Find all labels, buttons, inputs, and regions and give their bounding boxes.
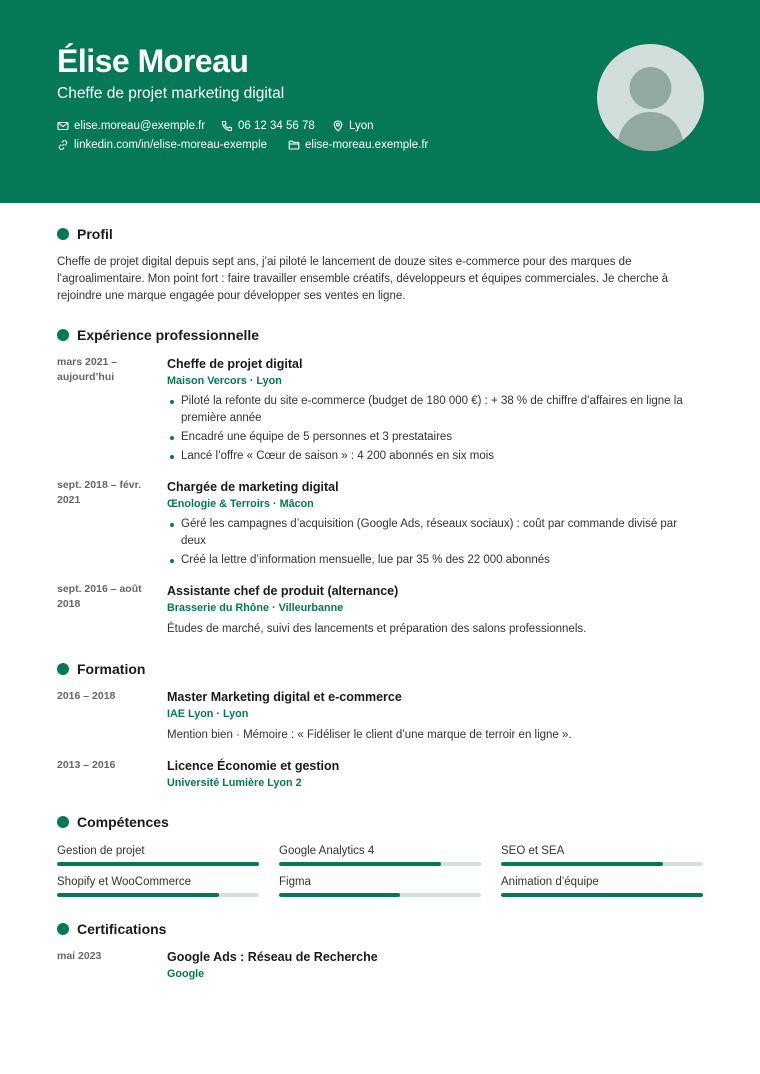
skill-label: Figma — [279, 876, 311, 888]
section-bullet-icon — [57, 329, 69, 341]
skill-level-fill — [57, 862, 259, 866]
skill-item — [279, 875, 481, 897]
skill-level-bar — [501, 862, 703, 866]
folder-icon — [288, 139, 300, 151]
skill-level-fill — [279, 862, 441, 866]
education-date: 2013 – 2016 — [57, 759, 116, 771]
phone-icon — [221, 120, 233, 132]
education-degree: Master Marketing digital et e-commerce — [167, 690, 402, 704]
section-bullet-icon — [57, 228, 69, 240]
list-item: Lancé l’offre « Cœur de saison » : 4 200 abonnés en six mois — [167, 448, 703, 465]
education-note: Mention bien · Mémoire : « Fidéliser le client d’une marque de terroir en ligne ». — [167, 729, 572, 741]
skill-label: SEO et SEA — [501, 845, 565, 857]
section-title-text: Expérience professionnelle — [77, 327, 260, 343]
section-bullet-icon — [57, 663, 69, 675]
section-bullet-icon — [57, 816, 69, 828]
location-text: Lyon — [349, 120, 374, 132]
contact-location — [332, 119, 374, 133]
list-item: Piloté la refonte du site e-commerce (budget de 180 000 €) : + 38 % de chiffre d’affaires en ligne la première année — [167, 393, 703, 427]
list-item: Géré les campagnes d’acquisition (Google Ads, réseaux sociaux) : coût par commande divisé par deux — [167, 516, 703, 550]
job-title: Cheffe de projet marketing digital — [57, 85, 285, 102]
contact-email[interactable] — [57, 119, 205, 133]
section-title-certifications — [57, 920, 166, 938]
skill-level-bar — [501, 893, 703, 897]
education-school: IAE Lyon · Lyon — [167, 708, 249, 720]
experience-company: Œnologie & Terroirs · Mâcon — [167, 498, 314, 510]
experience-date: sept. 2018 – févr. 2021 — [57, 479, 142, 506]
education-date: 2016 – 2018 — [57, 690, 116, 702]
experience-role: Assistante chef de produit (alternance) — [167, 584, 399, 598]
section-title-text: Profil — [77, 226, 113, 242]
skill-level-fill — [501, 893, 703, 897]
profile-summary: Cheffe de projet digital depuis sept ans, j’ai piloté le lancement de douze sites e-commerce pour des marques de l’agroalimentaire. Mon point fort : faire travailler ensemble créatifs, développeurs et équipes commerciales. Je cherche à rejoindre une marque engagée pour développer ses ventes en ligne. — [57, 256, 669, 302]
list-item: Créé la lettre d’information mensuelle, lue par 35 % des 22 000 abonnés — [167, 552, 703, 569]
contact-linkedin[interactable] — [57, 138, 267, 152]
resume-header — [0, 0, 760, 203]
mail-icon — [57, 120, 69, 132]
skill-level-bar — [57, 893, 259, 897]
skill-level-bar — [57, 862, 259, 866]
skill-label: Google Analytics 4 — [279, 845, 375, 857]
list-item: Encadré une équipe de 5 personnes et 3 prestataires — [167, 429, 703, 446]
experience-description: Études de marché, suivi des lancements et préparation des salons professionnels. — [167, 623, 587, 635]
skill-item — [57, 875, 259, 897]
website-text: elise-moreau.exemple.fr — [305, 139, 429, 151]
section-bullet-icon — [57, 923, 69, 935]
skill-label: Animation d’équipe — [501, 876, 599, 888]
experience-bullets — [167, 393, 703, 467]
skill-item — [279, 844, 481, 866]
section-title-profile — [57, 225, 113, 243]
experience-bullets — [167, 516, 703, 571]
skill-item — [57, 844, 259, 866]
skill-label: Gestion de projet — [57, 845, 145, 857]
experience-company: Maison Vercors · Lyon — [167, 375, 282, 387]
experience-date: sept. 2016 – août 2018 — [57, 583, 142, 610]
skill-item — [501, 844, 703, 866]
contact-phone[interactable] — [221, 119, 315, 133]
section-title-text: Formation — [77, 661, 146, 677]
skill-level-fill — [279, 893, 400, 897]
section-title-text: Compétences — [77, 814, 169, 830]
location-pin-icon — [332, 120, 344, 132]
avatar — [597, 44, 704, 151]
skill-item — [501, 875, 703, 897]
phone-text: 06 12 34 56 78 — [238, 120, 315, 132]
certification-date: mai 2023 — [57, 950, 102, 962]
skill-level-bar — [279, 862, 481, 866]
section-title-education — [57, 660, 145, 678]
experience-role: Cheffe de projet digital — [167, 357, 303, 371]
skill-label: Shopify et WooCommerce — [57, 876, 192, 888]
section-title-skills — [57, 813, 169, 831]
candidate-name: Élise Moreau — [57, 43, 249, 79]
linkedin-text: linkedin.com/in/elise-moreau-exemple — [74, 139, 268, 151]
section-title-text: Certifications — [77, 921, 167, 937]
skill-level-bar — [279, 893, 481, 897]
section-title-experience — [57, 326, 259, 344]
certification-name: Google Ads : Réseau de Recherche — [167, 950, 378, 964]
experience-date: mars 2021 – aujourd’hui — [57, 356, 118, 383]
education-degree: Licence Économie et gestion — [167, 759, 340, 773]
experience-company: Brasserie du Rhône · Villeurbanne — [167, 602, 344, 614]
contact-website[interactable] — [288, 138, 428, 152]
experience-role: Chargée de marketing digital — [167, 480, 339, 494]
certification-issuer: Google — [167, 968, 205, 980]
avatar-silhouette-icon — [597, 44, 704, 151]
skill-level-fill — [501, 862, 663, 866]
skill-level-fill — [57, 893, 219, 897]
education-school: Université Lumière Lyon 2 — [167, 777, 302, 789]
email-text: elise.moreau@exemple.fr — [74, 120, 206, 132]
link-icon — [57, 139, 69, 151]
